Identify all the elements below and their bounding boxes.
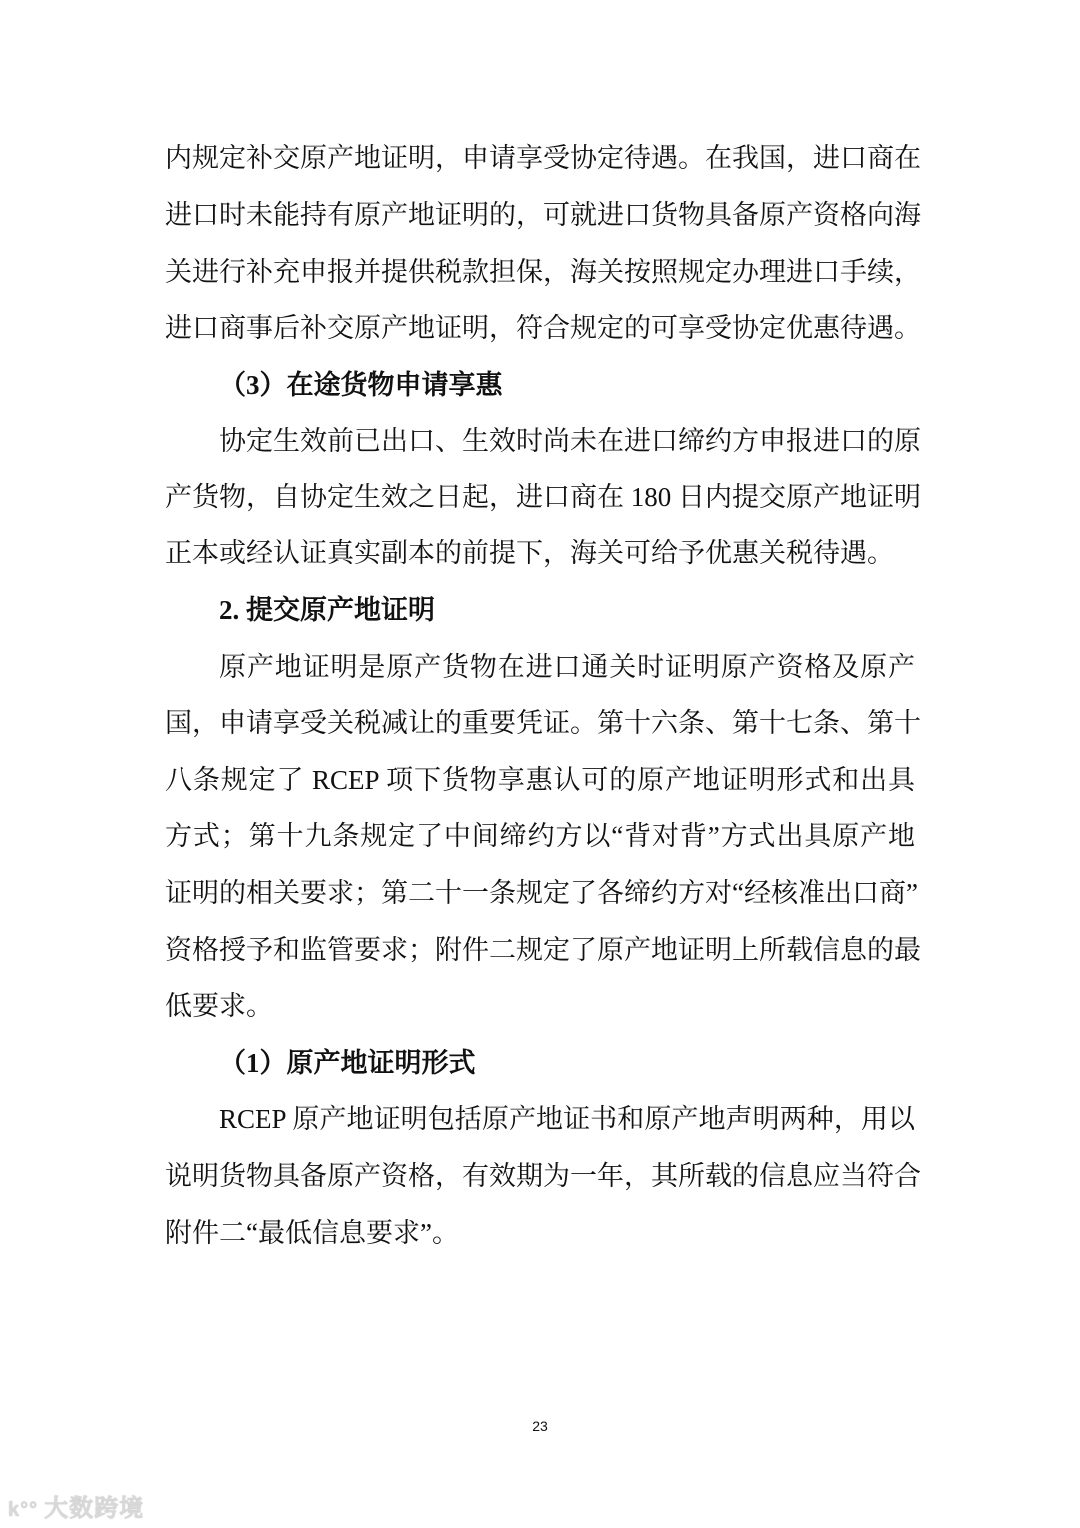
section-heading: （1）原产地证明形式	[219, 1048, 476, 1078]
paragraph-line: 产货物，自协定生效之日起，进口商在 180 日内提交原产地证明	[165, 482, 921, 512]
watermark-text: 大数跨境	[44, 1495, 145, 1522]
paragraph-line: 证明的相关要求；第二十一条规定了各缔约方对“经核准出口商”	[165, 878, 918, 908]
paragraph-line: 协定生效前已出口、生效时尚未在进口缔约方申报进口的原	[219, 426, 921, 456]
paragraph-line: 资格授予和监管要求；附件二规定了原产地证明上所载信息的最	[165, 935, 921, 965]
paragraph-line: 低要求。	[165, 991, 273, 1021]
page-number: 23	[532, 1418, 548, 1434]
paragraph-line: 关进行补充申报并提供税款担保，海关按照规定办理进口手续，	[165, 257, 921, 287]
paragraph-line: 方式；第十九条规定了中间缔约方以“背对背”方式出具原产地	[165, 821, 915, 851]
section-heading: （3）在途货物申请享惠	[219, 370, 503, 400]
paragraph-line: 附件二“最低信息要求”。	[165, 1218, 459, 1248]
paragraph-line: 国，申请享受关税减让的重要凭证。第十六条、第十七条、第十	[165, 708, 921, 738]
paragraph-line: 进口时未能持有原产地证明的，可就进口货物具备原产资格向海	[165, 200, 921, 230]
watermark-logo-icon: k°°	[8, 1499, 39, 1521]
paragraph-line: 八条规定了 RCEP 项下货物享惠认可的原产地证明形式和出具	[165, 765, 915, 795]
paragraph-line: 内规定补交原产地证明，申请享受协定待遇。在我国，进口商在	[165, 143, 921, 173]
paragraph-line: RCEP 原产地证明包括原产地证书和原产地声明两种，用以	[219, 1104, 915, 1134]
section-heading: 2. 提交原产地证明	[219, 595, 435, 625]
paragraph-line: 原产地证明是原产货物在进口通关时证明原产资格及原产	[219, 652, 915, 682]
paragraph-line: 进口商事后补交原产地证明，符合规定的可享受协定优惠待遇。	[165, 313, 921, 343]
paragraph-line: 正本或经认证真实副本的前提下，海关可给予优惠关税待遇。	[165, 538, 894, 568]
paragraph-line: 说明货物具备原产资格，有效期为一年，其所载的信息应当符合	[165, 1161, 921, 1191]
watermark	[8, 1488, 144, 1523]
